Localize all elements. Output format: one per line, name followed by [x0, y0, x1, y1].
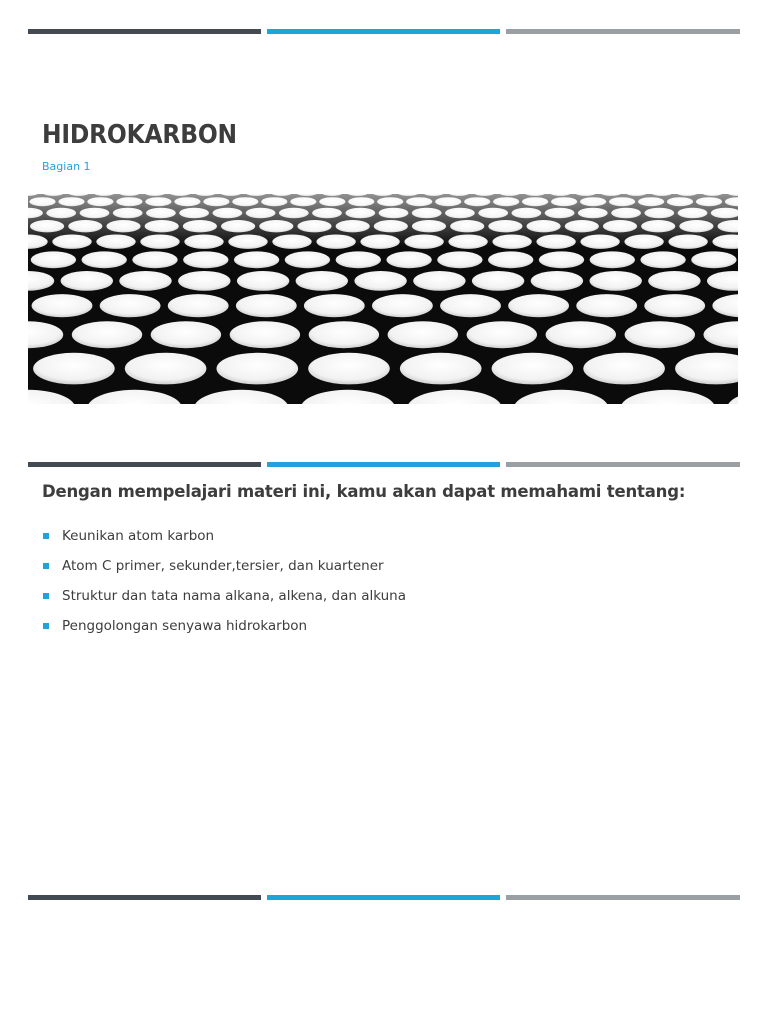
bottom-divider-bar: [28, 895, 740, 900]
divider-segment-light: [506, 29, 740, 34]
square-bullet-icon: [43, 533, 49, 539]
square-bullet-icon: [43, 623, 49, 629]
divider-segment-dark: [28, 462, 261, 467]
slide-subtitle: Bagian 1: [42, 160, 91, 173]
bullet-list: [42, 526, 406, 646]
list-item-text: Struktur dan tata nama alkana, alkena, dan alkuna: [62, 588, 406, 604]
square-bullet-icon: [43, 563, 49, 569]
list-item-text: Penggolongan senyawa hidrokarbon: [62, 618, 308, 634]
list-item-text: Keunikan atom karbon: [62, 528, 215, 544]
divider-segment-accent: [267, 462, 500, 467]
divider-segment-accent: [267, 29, 500, 34]
divider-segment-light: [506, 895, 740, 900]
list-item-text: Atom C primer, sekunder,tersier, dan kuartener: [62, 558, 384, 574]
divider-segment-dark: [28, 29, 261, 34]
divider-segment-accent: [267, 895, 500, 900]
list-item: [42, 616, 406, 646]
hero-image: [28, 194, 738, 404]
square-bullet-icon: [43, 593, 49, 599]
top-divider-bar: [28, 29, 740, 34]
slide-title: HIDROKARBON: [42, 120, 237, 150]
list-item: [42, 526, 406, 556]
middle-divider-bar: [28, 462, 740, 467]
list-item: [42, 556, 406, 586]
white-circular-tiles-photo: [28, 194, 738, 404]
divider-segment-dark: [28, 895, 261, 900]
divider-segment-light: [506, 462, 740, 467]
intro-heading: Dengan mempelajari materi ini, kamu akan dapat memahami tentang:: [42, 482, 686, 501]
list-item: [42, 586, 406, 616]
